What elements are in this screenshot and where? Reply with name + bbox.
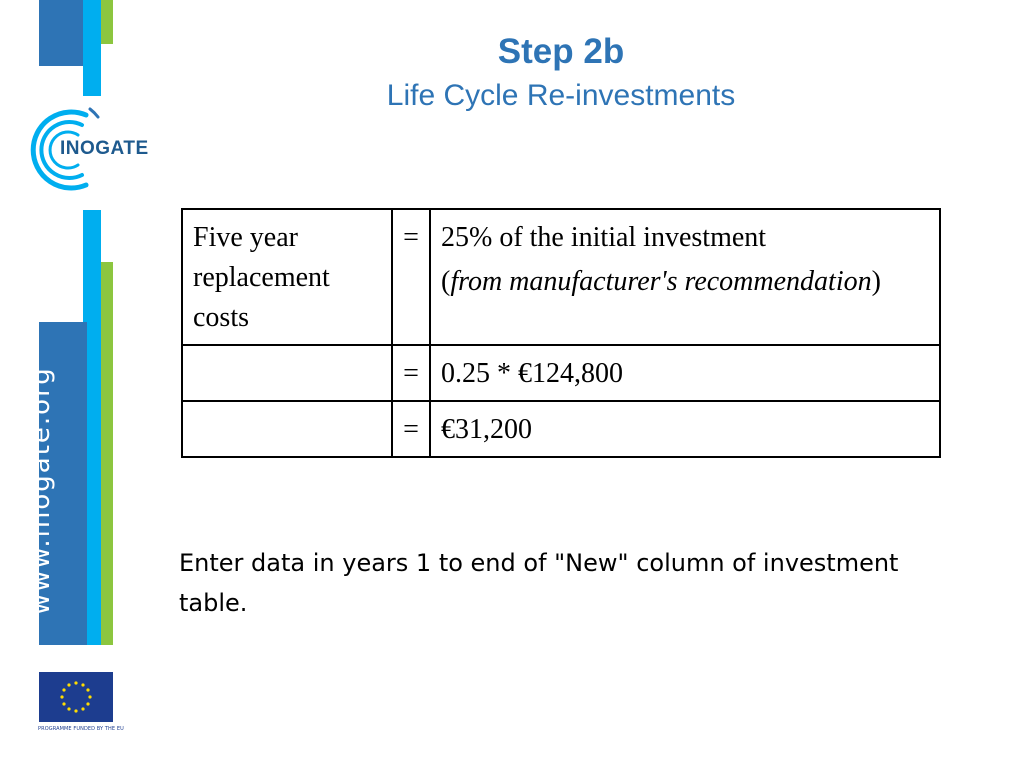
table-cell-equals: =	[392, 401, 430, 457]
sidebar-bar-blue-top	[39, 0, 83, 66]
table-cell-equals: =	[392, 209, 430, 345]
table-row	[182, 209, 940, 345]
value-note-italic: from manufacturer's recommendation	[450, 266, 872, 297]
table-cell-value	[430, 209, 940, 345]
slide-title-block	[300, 30, 822, 116]
table-cell-label: Five year replacement costs	[182, 209, 392, 345]
sidebar-url: www.inogate.org	[26, 366, 56, 615]
sidebar-bar-green-mid	[101, 262, 113, 645]
calculation-table	[181, 208, 941, 458]
slide-subtitle: Life Cycle Re-investments	[386, 79, 736, 112]
table-cell-label	[182, 401, 392, 457]
sidebar-bar-green-top	[101, 0, 113, 44]
table-cell-value: 0.25 * €124,800	[430, 345, 940, 401]
logo-text: INOGATE	[60, 138, 149, 159]
eu-caption: PROGRAMME FUNDED BY THE EU	[38, 726, 124, 732]
table-cell-value: €31,200	[430, 401, 940, 457]
slide-title: Step 2b	[497, 32, 625, 71]
table-cell-label	[182, 345, 392, 401]
value-text: 25% of the initial investment	[441, 222, 767, 253]
table-row	[182, 401, 940, 457]
eu-flag-icon	[39, 672, 113, 722]
sidebar-bar-lightblue-top	[83, 0, 101, 96]
value-note: (from manufacturer's recommendation)	[441, 266, 881, 297]
instruction-text: Enter data in years 1 to end of "New" column of investment table.	[179, 549, 899, 617]
table-row	[182, 345, 940, 401]
table-cell-equals: =	[392, 345, 430, 401]
